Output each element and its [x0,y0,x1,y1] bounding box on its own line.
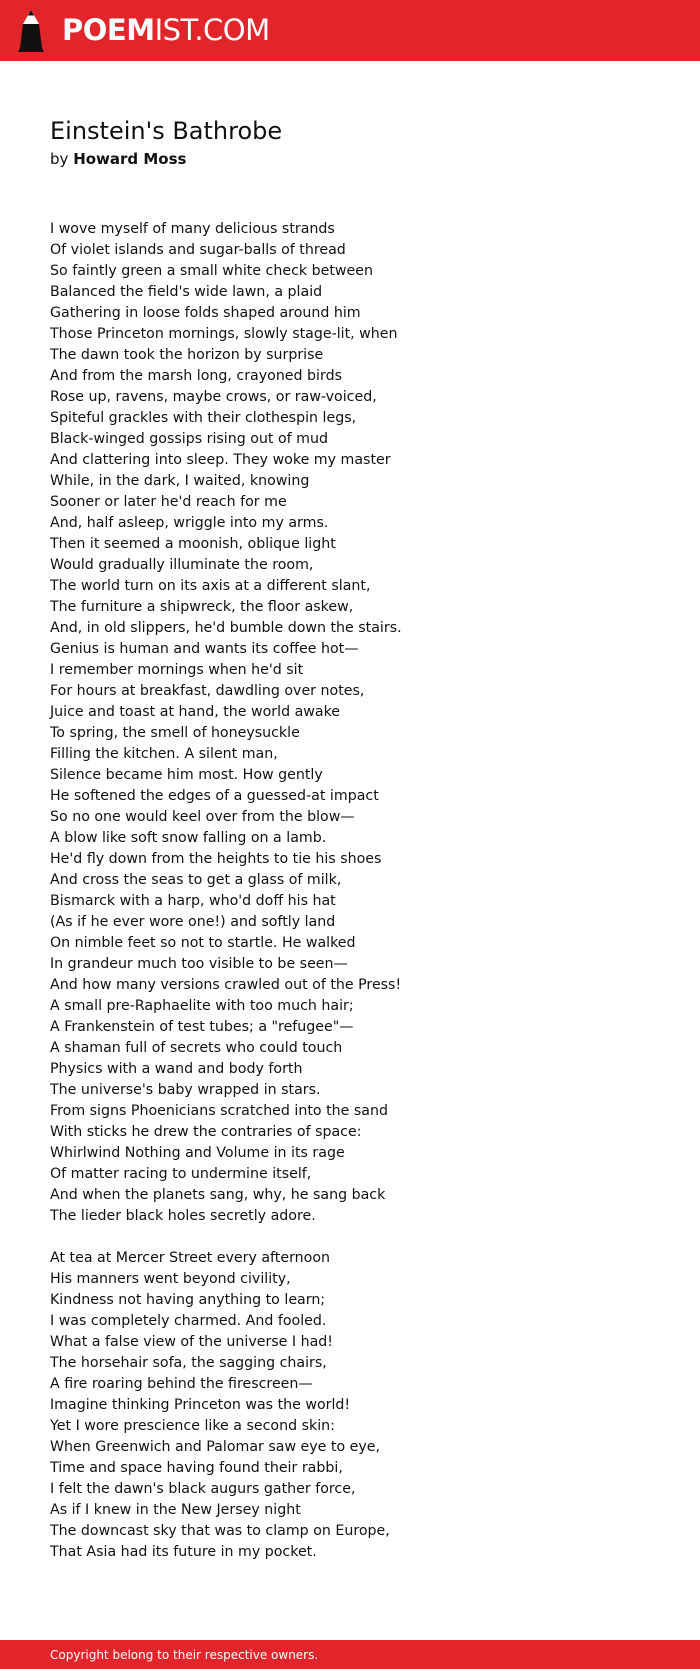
poem-line: And cross the seas to get a glass of milk, [50,872,342,888]
poem-line: A Frankenstein of test tubes; a "refugee"— [50,1019,354,1035]
poem-line: The horsehair sofa, the sagging chairs, [50,1355,327,1371]
poem-line: Spiteful grackles with their clothespin legs, [50,410,357,426]
poem-line: And from the marsh long, crayoned birds [50,368,342,384]
poem-line: He'd fly down from the heights to tie his shoes [50,851,382,867]
poem-title: Einstein's Bathrobe [50,117,283,145]
poem-line: While, in the dark, I waited, knowing [50,473,310,489]
logo-text-light: IST.COM [154,13,270,47]
poem-line: That Asia had its future in my pocket. [50,1544,317,1560]
poem-line: The universe's baby wrapped in stars. [50,1082,321,1098]
stanza [50,1248,670,1563]
poem-line: Whirlwind Nothing and Volume in its rage [50,1145,345,1161]
poem-line: To spring, the smell of honeysuckle [50,725,300,741]
poem-line: I remember mornings when he'd sit [50,662,304,678]
poem-line: So no one would keel over from the blow— [50,809,355,825]
copyright-text: Copyright belong to their respective owners. [50,1648,319,1662]
poem-line: Filling the kitchen. A silent man, [50,746,278,762]
poem-line: What a false view of the universe I had! [50,1334,333,1350]
poem-line: And clattering into sleep. They woke my master [50,452,391,468]
poem-line: A small pre-Raphaelite with too much hair; [50,998,354,1014]
poem-line: So faintly green a small white check between [50,263,373,279]
poem-line: A fire roaring behind the firescreen— [50,1376,313,1392]
poem-line: Bismarck with a harp, who'd doff his hat [50,893,336,909]
poem-line: Genius is human and wants its coffee hot— [50,641,359,657]
stanza [50,219,670,1227]
poem-line: And, in old slippers, he'd bumble down the stairs. [50,620,402,636]
poem-line: The dawn took the horizon by surprise [50,347,324,363]
poem-line: And, half asleep, wriggle into my arms. [50,515,329,531]
poem-line: Juice and toast at hand, the world awake [50,704,341,720]
author-name[interactable]: Howard Moss [73,150,187,168]
poem-line: He softened the edges of a guessed-at impact [50,788,379,804]
poem-line: Those Princeton mornings, slowly stage-lit, when [50,326,398,342]
poem-line: I felt the dawn's black augurs gather force, [50,1481,356,1497]
site-header [0,0,700,61]
poem-body [50,219,670,1563]
poem-line: Kindness not having anything to learn; [50,1292,326,1308]
poem-line: Yet I wore prescience like a second skin: [50,1418,335,1434]
poem-line: A blow like soft snow falling on a lamb. [50,830,327,846]
logo-text-bold: POEM [62,13,155,47]
poem-line: Gathering in loose folds shaped around him [50,305,361,321]
poem-line: In grandeur much too visible to be seen— [50,956,348,972]
poem-line: (As if he ever wore one!) and softly land [50,914,336,930]
site-logo-link[interactable] [62,12,270,48]
poem-line: For hours at breakfast, dawdling over notes, [50,683,365,699]
poem-line: Sooner or later he'd reach for me [50,494,287,510]
poem-line: Balanced the field's wide lawn, a plaid [50,284,323,300]
poem-line: I wove myself of many delicious strands [50,221,335,237]
poem-line: As if I knew in the New Jersey night [50,1502,301,1518]
poem-line: A shaman full of secrets who could touch [50,1040,343,1056]
pencil-icon[interactable] [18,10,44,52]
poem-line: With sticks he drew the contraries of space: [50,1124,362,1140]
poem-line: The downcast sky that was to clamp on Europe, [50,1523,390,1539]
poem-line: When Greenwich and Palomar saw eye to eye, [50,1439,381,1455]
poem-line: Of matter racing to undermine itself, [50,1166,312,1182]
poem-line: Rose up, ravens, maybe crows, or raw-voiced, [50,389,377,405]
poem-line: Black-winged gossips rising out of mud [50,431,328,447]
poem-line: The world turn on its axis at a different slant, [50,578,371,594]
poem-line: Of violet islands and sugar-balls of thread [50,242,346,258]
poem-line: And how many versions crawled out of the Press! [50,977,402,993]
poem-line: And when the planets sang, why, he sang back [50,1187,386,1203]
poem-line: On nimble feet so not to startle. He walked [50,935,356,951]
poem-line: Would gradually illuminate the room, [50,557,314,573]
poem-line: Imagine thinking Princeton was the world! [50,1397,351,1413]
poem-line: Time and space having found their rabbi, [50,1460,343,1476]
by-label: by [50,150,69,168]
poem-line: Silence became him most. How gently [50,767,323,783]
poem-line: The lieder black holes secretly adore. [50,1208,316,1224]
poem-line: His manners went beyond civility, [50,1271,291,1287]
site-footer [0,1640,700,1669]
poem-line: From signs Phoenicians scratched into the sand [50,1103,388,1119]
poem-byline [50,148,186,170]
poem-line: The furniture a shipwreck, the floor askew, [50,599,354,615]
poem-line: At tea at Mercer Street every afternoon [50,1250,331,1266]
poem-line: Physics with a wand and body forth [50,1061,303,1077]
poem-line: I was completely charmed. And fooled. [50,1313,327,1329]
poem-line: Then it seemed a moonish, oblique light [50,536,336,552]
